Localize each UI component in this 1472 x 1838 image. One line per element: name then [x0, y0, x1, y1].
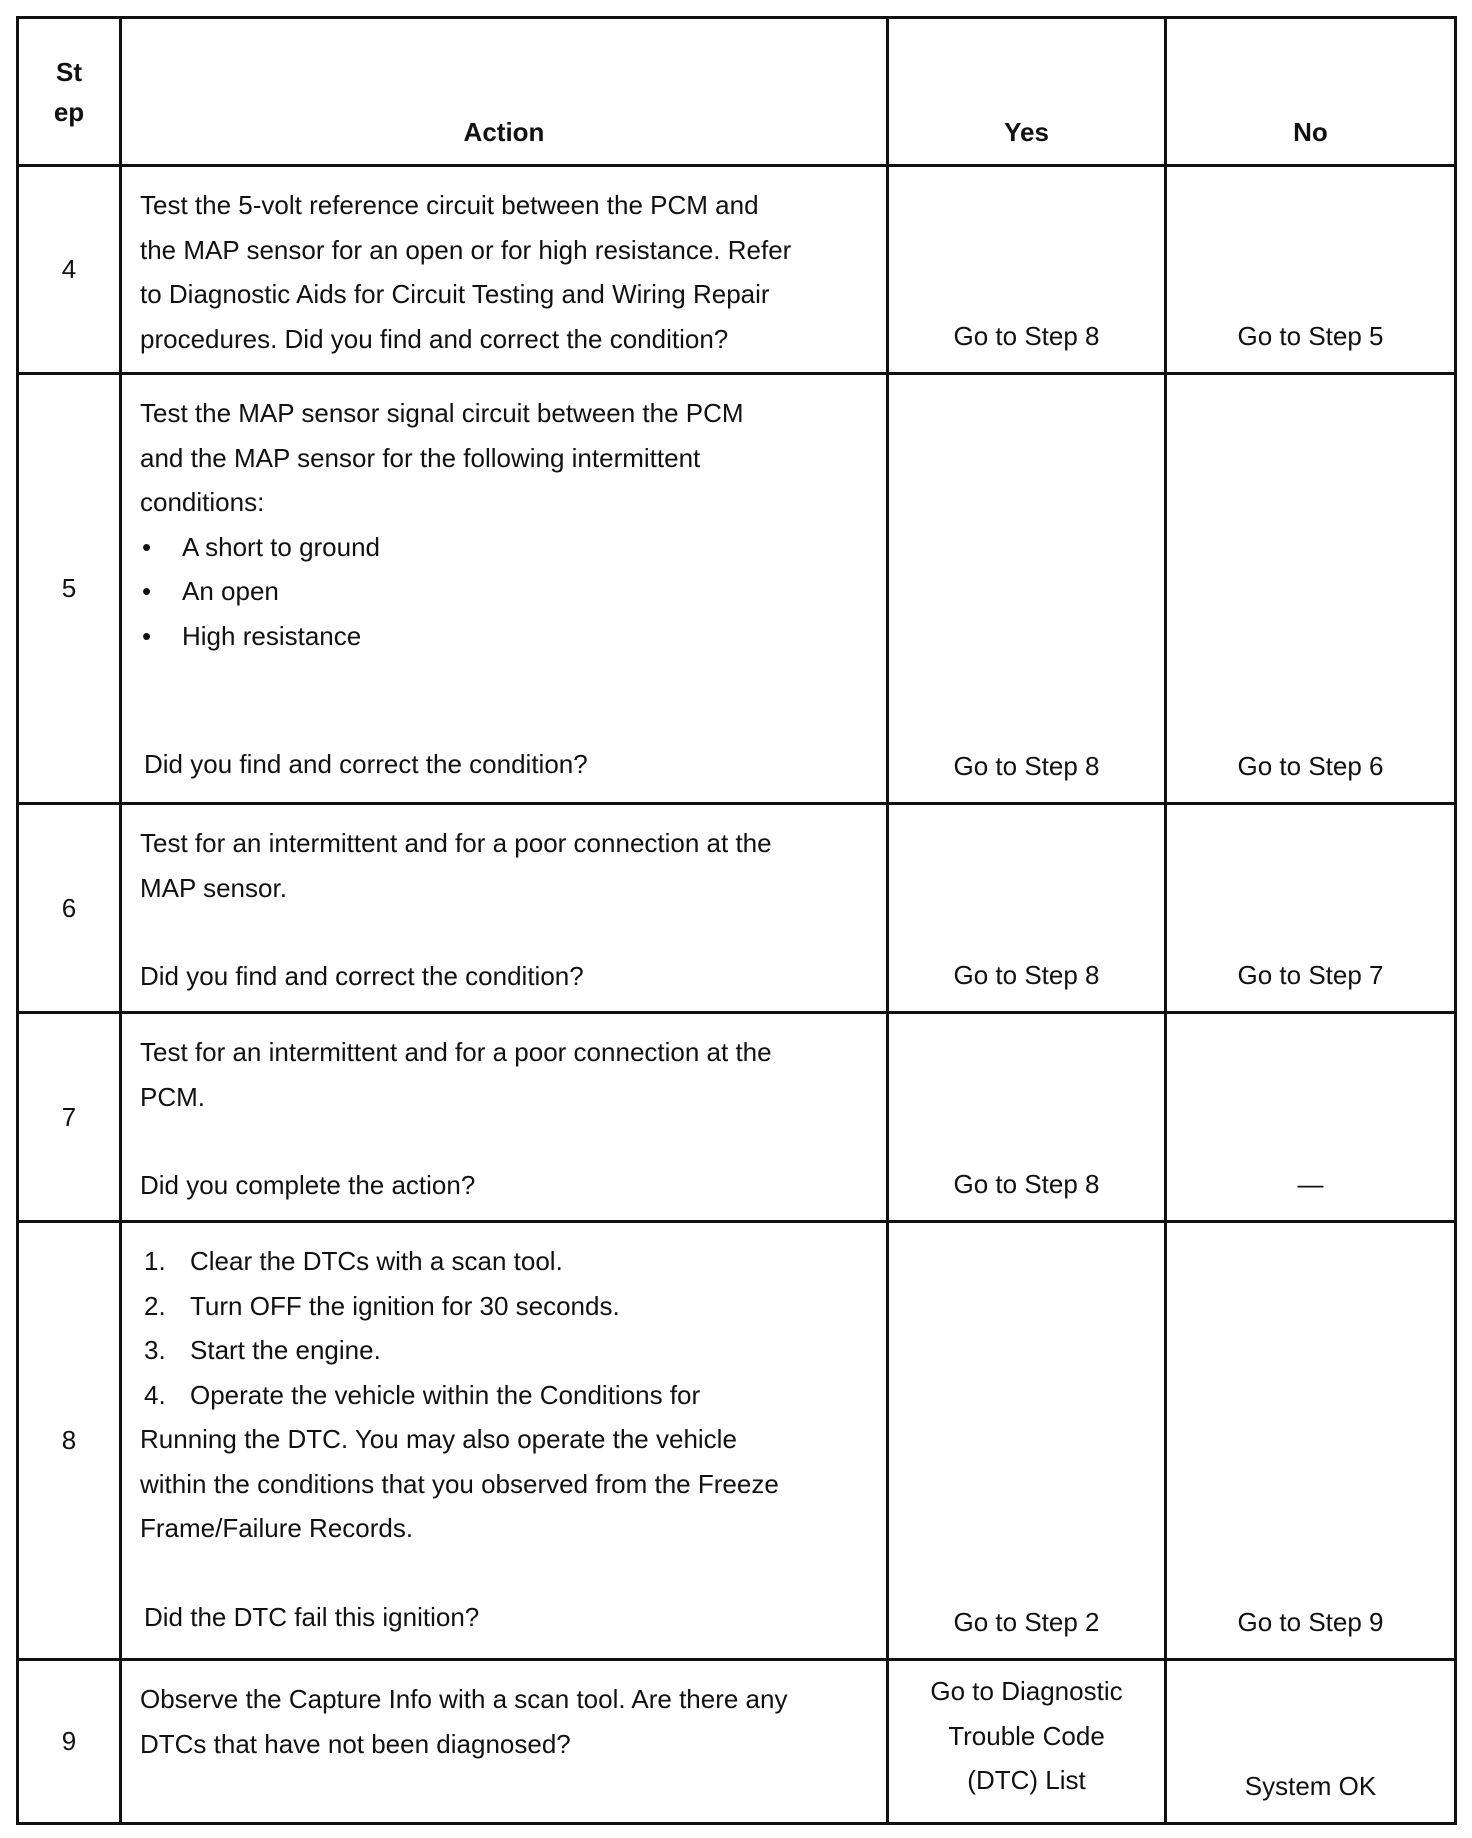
step-number: 9 — [18, 1660, 121, 1824]
yes-cell: Go to Step 8 — [888, 374, 1166, 804]
yes-cell: Go to Step 8 — [888, 804, 1166, 1013]
table-row — [18, 166, 1456, 374]
list-item: • High resistance — [140, 614, 868, 659]
no-cell: System OK — [1166, 1660, 1456, 1824]
table-row — [18, 1222, 1456, 1660]
yes-cell: Go to Step 2 — [888, 1222, 1166, 1660]
table-row — [18, 1660, 1456, 1824]
bullet-icon: • — [142, 531, 152, 562]
yes-cell: Go to Step 8 — [888, 1013, 1166, 1222]
yes-cell: Go to Step 8 — [888, 166, 1166, 374]
header-no: No — [1166, 18, 1456, 166]
question: Did you find and correct the condition? — [144, 749, 588, 779]
action-cell: Test for an intermittent and for a poor connection at the MAP sensor. Did you find and correct the condition? — [121, 804, 888, 1013]
action-cell: 1. Clear the DTCs with a scan tool. 2. Turn OFF the ignition for 30 seconds. 3. Start the engine. 4. Operate the vehicle within the Conditions for Running the DTC. You may also operate the vehicle within the conditions that you observed from the Freeze Frame/Failure Records. Did the DTC fail this ignition? — [121, 1222, 888, 1660]
no-cell: — — [1166, 1013, 1456, 1222]
list-item: 1. Clear the DTCs with a scan tool. — [144, 1246, 563, 1276]
question: Did you find and correct the condition? — [140, 961, 584, 991]
header-action: Action — [121, 18, 888, 166]
header-row — [18, 18, 1456, 166]
no-cell: Go to Step 7 — [1166, 804, 1456, 1013]
no-cell: Go to Step 6 — [1166, 374, 1456, 804]
bullet-icon: • — [142, 620, 152, 651]
header-step: St ep — [18, 18, 121, 166]
list-item: 2. Turn OFF the ignition for 30 seconds. — [144, 1290, 620, 1321]
yes-cell: Go to Diagnostic Trouble Code (DTC) List — [888, 1660, 1166, 1824]
question: Did the DTC fail this ignition? — [144, 1601, 480, 1632]
no-cell: Go to Step 9 — [1166, 1222, 1456, 1660]
table-row — [18, 804, 1456, 1013]
list-item: • A short to ground — [140, 525, 868, 570]
no-cell: Go to Step 5 — [1166, 166, 1456, 374]
header-yes: Yes — [888, 18, 1166, 166]
list-item: 4. Operate the vehicle within the Conditions for — [144, 1379, 701, 1410]
step-number: 4 — [18, 166, 121, 374]
table-row — [18, 374, 1456, 804]
step-number: 8 — [18, 1222, 121, 1660]
list-item: 3. Start the engine. — [144, 1335, 381, 1365]
table-row — [18, 1013, 1456, 1222]
question: Did you complete the action? — [140, 1170, 476, 1200]
step-number: 6 — [18, 804, 121, 1013]
step-number: 5 — [18, 374, 121, 804]
action-cell: Observe the Capture Info with a scan tool. Are there any DTCs that have not been diagnosed? — [121, 1660, 888, 1824]
action-cell: Test the MAP sensor signal circuit between the PCM and the MAP sensor for the following intermittent conditions: • A short to ground • An open • High resistance Did you find and correct the condition? — [121, 374, 888, 804]
diagnostic-table — [16, 16, 1457, 1825]
list-item: • An open — [140, 569, 868, 614]
bullet-icon: • — [142, 576, 152, 606]
step-number: 7 — [18, 1013, 121, 1222]
action-cell: Test the 5-volt reference circuit between the PCM and the MAP sensor for an open or for high resistance. Refer to Diagnostic Aids for Circuit Testing and Wiring Repair procedures. Did you find and correct the condition? — [121, 166, 888, 374]
action-cell: Test for an intermittent and for a poor connection at the PCM. Did you complete the action? — [121, 1013, 888, 1222]
